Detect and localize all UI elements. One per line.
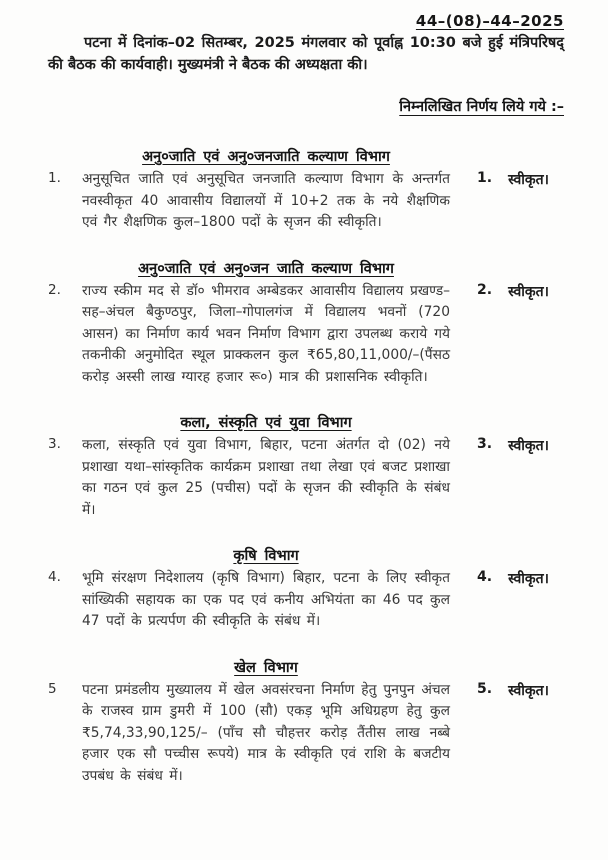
item-text: भूमि संरक्षण निदेशालय (कृषि विभाग) बिहार, पटना के लिए स्वीकृत सांख्यिकी सहायक का एक पद एवं कनीय अभियंता का 46 पद कुल 47 पदों के प्रत्यर्पण की स्वीकृति के संबंध में। — [82, 570, 450, 629]
section-heading: कृषि विभाग — [233, 548, 299, 564]
decision-item — [48, 169, 564, 234]
item-text: पटना प्रमंडलीय मुख्यालय में खेल अवसंरचना निर्माण हेतु पुनपुन अंचल के राजस्व ग्राम डुमरी में 100 (सौ) एकड़ भूमि अधिग्रहण हेतु कुल ₹5,74,33,90,125/– (पाँच सौ चौहत्तर करोड़ तैंतीस लाख नब्बे हजार एक सौ पच्चीस रूपये) मात्र के स्वीकृति एवं राशि के बजटीय उपबंध के संबंध में। — [82, 681, 450, 784]
decision-status: स्वीकृत। — [508, 571, 549, 587]
decision-item — [48, 281, 564, 389]
decision-number: 2. — [477, 281, 493, 298]
section-heading: कला, संस्कृति एवं युवा विभाग — [180, 415, 352, 431]
decision-item — [48, 568, 564, 633]
decision-status: स्वीकृत। — [508, 172, 549, 188]
decision-status: स्वीकृत। — [508, 438, 549, 454]
section-sc-st-welfare-2 — [48, 258, 564, 389]
item-text: राज्य स्कीम मद से डॉ० भीमराव अम्बेडकर आवासीय विद्यालय प्रखण्ड–सह–अंचल बैकुण्ठपुर, जिला–गोपालगंज में विद्यालय भवनों (720 आसन) का निर्माण कार्य भवन निर्माण विभाग द्वारा उपलब्ध कराये गये तकनीकी अनुमोदित स्थूल प्राक्कलन कुल ₹65,80,11,000/–(पैंसठ करोड़ अस्सी लाख ग्यारह हजार रू०) मात्र की प्रशासनिक स्वीकृति। — [82, 282, 450, 385]
decision-column — [450, 169, 564, 189]
reference-number: 44–(08)–44–2025 — [415, 12, 564, 30]
item-text: अनुसूचित जाति एवं अनुसूचित जनजाति कल्याण विभाग के अन्तर्गत नवस्वीकृत 40 आवासीय विद्यालयों में 10+2 तक के नये शैक्षणिक एवं गैर शैक्षणिक कुल–1800 पदों के सृजन की स्वीकृति। — [82, 171, 450, 230]
decision-number: 4. — [477, 569, 493, 585]
decision-number: 1. — [477, 170, 493, 186]
decision-item — [48, 680, 564, 788]
decision-item — [48, 435, 564, 521]
section-heading: अनु०जाति एवं अनु०जनजाति कल्याण विभाग — [142, 149, 390, 165]
item-number: 5 — [48, 680, 57, 697]
intro-paragraph: पटना में दिनांक–02 सितम्बर, 2025 मंगलवार को पूर्वाह्न 10:30 बजे हुई मंत्रिपरिषद् की बैठक की कार्यवाही। मुख्यमंत्री ने बैठक की अध्यक्षता की। — [48, 35, 564, 73]
decision-status: स्वीकृत। — [508, 682, 549, 699]
decisions-caption-row — [48, 96, 564, 116]
item-number: 4. — [48, 569, 61, 585]
item-number: 2. — [48, 281, 61, 298]
decision-status: स्वीकृत। — [508, 283, 549, 300]
decision-column — [450, 568, 564, 588]
item-text: कला, संस्कृति एवं युवा विभाग, बिहार, पटना अंतर्गत दो (02) नये प्रशाखा यथा–सांस्कृतिक कार्यक्रम प्रशाखा तथा लेखा एवं बजट प्रशाखा का गठन एवं कुल 25 (पचीस) पदों के सृजन की स्वीकृति के संबंध में। — [82, 437, 450, 518]
decision-column — [450, 281, 564, 301]
decisions-caption: निम्नलिखित निर्णय लिये गये :– — [399, 99, 564, 115]
section-agriculture — [48, 545, 564, 633]
decision-column — [450, 435, 564, 455]
section-heading: खेल विभाग — [234, 659, 298, 676]
section-sports — [48, 657, 564, 788]
section-heading: अनु०जाति एवं अनु०जन जाति कल्याण विभाग — [138, 260, 394, 277]
decision-number: 3. — [477, 436, 493, 452]
decision-number: 5. — [477, 680, 493, 697]
section-sc-st-welfare-1 — [48, 146, 564, 234]
item-number: 3. — [48, 436, 61, 452]
section-art-culture-youth — [48, 412, 564, 521]
decision-column — [450, 680, 564, 700]
item-number: 1. — [48, 170, 61, 186]
